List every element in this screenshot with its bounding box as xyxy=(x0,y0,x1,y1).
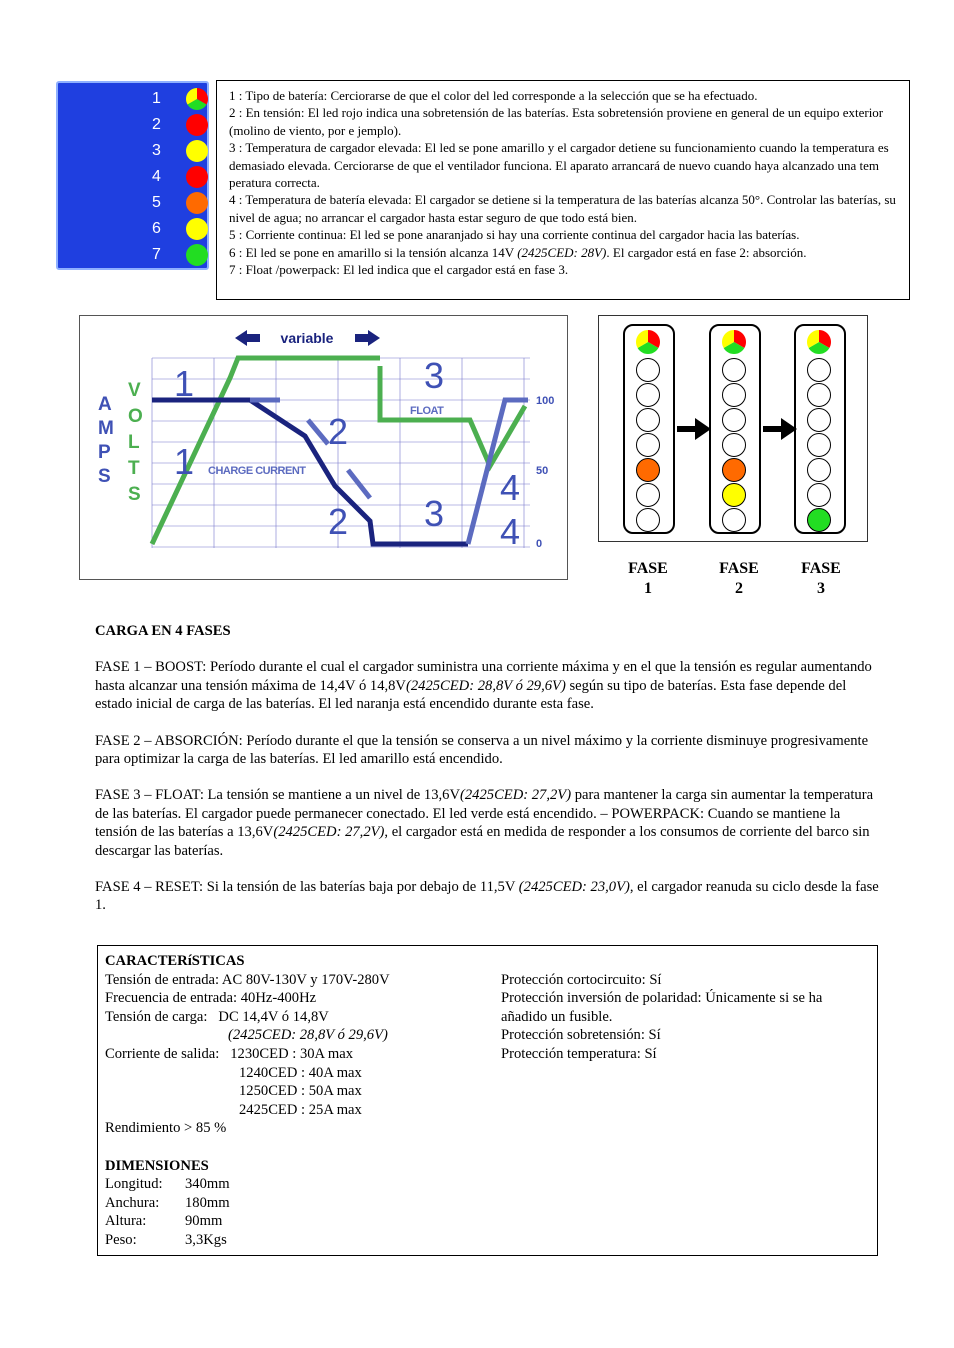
legend-item-6 xyxy=(229,244,897,261)
led-indicator xyxy=(186,218,208,240)
phase-led xyxy=(807,508,831,532)
phase-label-1 xyxy=(618,559,678,599)
phase-led xyxy=(807,433,831,457)
volts-letter-s: S xyxy=(128,484,141,505)
phase-led xyxy=(807,408,831,432)
phase-num-volt-4: 4 xyxy=(500,467,521,508)
led-number: 7 xyxy=(152,246,161,263)
dim-row-length xyxy=(105,1175,390,1194)
phase-led xyxy=(722,483,746,507)
legend-item-4: 4 : Temperatura de batería elevada: El cargador se detiene si la temperatura de las baterías alcanza 50°. Controlar las baterías, su nivel de agua; no arrancar el cargador hasta estar seguro de que todo está bien. xyxy=(229,192,896,225)
phase-led xyxy=(722,458,746,482)
legend-item-1: 1 : Tipo de batería: Cerciorarse de que el color del led corresponde a la selección que se ha efectuado. xyxy=(229,88,758,103)
phase-4-italic: (2425CED: 23,0V) xyxy=(518,879,630,896)
phase-3-italic-1: (2425CED: 27,2V) xyxy=(460,787,572,804)
phase-led xyxy=(636,408,660,432)
amps-letter-s: S xyxy=(98,466,111,487)
dim-height-value: 90mm xyxy=(185,1213,223,1230)
phase-1-paragraph xyxy=(95,658,885,713)
phase-num-volt-2: 2 xyxy=(328,411,349,452)
led-number: 1 xyxy=(152,90,161,107)
scale-label-50: 50 xyxy=(536,465,549,477)
charge-voltage-2425-text: (2425CED: 28,8V ó 29,6V) xyxy=(228,1027,388,1044)
dim-width-label: Anchura: xyxy=(105,1194,160,1211)
volts-letter-t: T xyxy=(128,458,140,479)
variable-arrow xyxy=(235,330,380,346)
phase-num-volt-1: 1 xyxy=(174,363,195,404)
led-number: 4 xyxy=(152,168,161,185)
phase-column-2 xyxy=(709,324,761,534)
led-indicator xyxy=(186,114,208,136)
led-row-3 xyxy=(58,139,207,163)
phase-led xyxy=(807,483,831,507)
input-frequency: Frecuencia de entrada: 40Hz-400Hz xyxy=(105,990,317,1007)
phase2-dash-1 xyxy=(308,420,328,444)
phase-3-italic-2: (2425CED: 27,2V) xyxy=(273,824,385,841)
phase-label-1-word: FASE xyxy=(628,560,668,577)
led-row-5 xyxy=(58,191,207,215)
phase-arrow-icon xyxy=(677,418,711,445)
charge-phases-section xyxy=(95,622,885,915)
led-row-6 xyxy=(58,217,207,241)
specifications-box xyxy=(97,945,878,1256)
charge-voltage-2425 xyxy=(105,1026,390,1045)
phase-label-3-num: 3 xyxy=(817,580,825,597)
phase-label-2-word: FASE xyxy=(719,560,759,577)
amps-letter-m: M xyxy=(98,418,114,439)
output-current-1250: 1250CED : 50A max xyxy=(239,1083,362,1100)
phase-led-type xyxy=(807,330,831,354)
output-current-row xyxy=(105,1045,390,1064)
phase-led-type xyxy=(636,330,660,354)
phase-led xyxy=(636,458,660,482)
amps-letter-p: P xyxy=(98,442,111,463)
output-current-1230: 1230CED : 30A max xyxy=(230,1045,354,1062)
protection-polarity: Protección inversión de polaridad: Únicamente si se ha xyxy=(501,990,823,1007)
dim-weight-value: 3,3Kgs xyxy=(185,1231,227,1248)
output-current-2425: 2425CED : 25A max xyxy=(239,1101,362,1118)
specs-title: CARACTERíSTICAS xyxy=(105,953,245,969)
phase-3-text-b: para mantener la carga sin aumentar la temperatura de las baterías. El cargador puede permanecer conectado. El led verde está encendido. – POWERPACK: Cuando se mantiene la tensión de las baterías a 13,6V xyxy=(95,787,874,841)
led-indicator xyxy=(186,166,208,188)
dim-row-height xyxy=(105,1212,390,1231)
charge-voltage-row xyxy=(105,1008,390,1027)
legend-item-6-rest: . El cargador está en fase 2: absorción. xyxy=(606,244,807,260)
phase-led xyxy=(636,433,660,457)
phase-led xyxy=(636,508,660,532)
phase-led xyxy=(636,383,660,407)
led-indicator xyxy=(186,244,208,266)
scale-label-0: 0 xyxy=(536,538,543,550)
phase-led xyxy=(636,483,660,507)
phase-3-text-a: FASE 3 – FLOAT: La tensión se mantiene a un nivel de 13,6V xyxy=(95,787,461,804)
phase-led-diagram xyxy=(598,315,868,542)
led-number: 6 xyxy=(152,220,161,237)
phase-led xyxy=(722,508,746,532)
legend-item-7: 7 : Float /powerpack: El led indica que el cargador está en fase 3. xyxy=(229,262,569,278)
led-legend-panel xyxy=(56,81,209,270)
phase-label-2-num: 2 xyxy=(735,580,743,597)
dim-length-label: Longitud: xyxy=(105,1176,163,1193)
phase-4-text-b: , el cargador reanuda su ciclo desde la fase 1. xyxy=(95,879,879,914)
led-row-7 xyxy=(58,243,207,267)
legend-item-2: 2 : En tensión: El led rojo indica una sobretensión de las baterías. Esta sobretensión proviene en general de un equipo exterior (molino de viento, por e jemplo). xyxy=(229,105,884,138)
phase-1-italic: (2425CED: 28,8V ó 29,6V) xyxy=(405,677,566,694)
legend-item-3: 3 : Temperatura de cargador elevada: El led se pone amarillo y el cargador detiene su funcionamiento cuando la temperatura es demasiado elevada. Cerciorarse de que el ventilador funciona. El aparato arrancará de nuevo cuando haya alcanzado una tem peratura correcta. xyxy=(229,140,889,191)
led-row-2 xyxy=(58,113,207,137)
float-label: FLOAT xyxy=(410,405,444,417)
phase-2-paragraph: FASE 2 – ABSORCIÓN: Período durante el que la tensión se conserva a un nivel máximo y la corriente disminuye progresivamente para optimizar la carga de las baterías. El led amarillo está encendido. xyxy=(95,732,869,768)
phase-label-2 xyxy=(709,559,769,599)
section-title: CARGA EN 4 FASES xyxy=(95,623,231,639)
scale-label-100: 100 xyxy=(536,395,555,407)
legend-item-6-italic: (2425CED: 28V) xyxy=(517,244,607,260)
phase-label-3-word: FASE xyxy=(801,560,841,577)
protection-temperature: Protección temperatura: Sí xyxy=(501,1045,657,1062)
phase-led xyxy=(722,358,746,382)
phase-led xyxy=(722,383,746,407)
specs-left-column xyxy=(105,952,390,1250)
dim-height-label: Altura: xyxy=(105,1213,147,1230)
charge-voltage-label: Tensión de carga: xyxy=(105,1008,208,1025)
phase-label-3 xyxy=(791,559,851,599)
dimensions-title: DIMENSIONES xyxy=(105,1157,209,1174)
phase-num-amp-3: 3 xyxy=(424,493,445,534)
phase-led xyxy=(722,433,746,457)
phase-led xyxy=(636,358,660,382)
led-indicator xyxy=(186,140,208,162)
phase-1-text-b: según su tipo de baterías. Esta fase depende del estado inicial de carga de las baterías. El led naranja está encendido durante esta fase. xyxy=(95,677,847,713)
output-current-label: Corriente de salida: xyxy=(105,1045,220,1062)
phase-led xyxy=(807,458,831,482)
led-number: 3 xyxy=(152,142,161,159)
charge-current-label: CHARGE CURRENT xyxy=(208,465,306,477)
phase-num-amp-4: 4 xyxy=(500,511,521,552)
specs-right-column xyxy=(501,971,822,1064)
protection-polarity-cont: añadido un fusible. xyxy=(501,1008,613,1025)
phase-led-type xyxy=(722,330,746,354)
led-legend-text xyxy=(216,80,910,300)
phase-led xyxy=(807,358,831,382)
legend-item-5: 5 : Corriente continua: El led se pone anaranjado si hay una corriente continua del cargador hacia las baterías. xyxy=(229,227,800,243)
phase-column-3 xyxy=(794,324,846,534)
volts-letter-o: O xyxy=(128,406,143,427)
phase-4-text-a: FASE 4 – RESET: Si la tensión de las baterías baja por debajo de 11,5V xyxy=(95,879,519,896)
led-number: 5 xyxy=(152,194,161,211)
dim-width-value: 180mm xyxy=(185,1194,230,1211)
volts-letter-l: L xyxy=(128,432,140,453)
protection-overvoltage: Protección sobretensión: Sí xyxy=(501,1027,661,1044)
phase-3-paragraph xyxy=(95,786,885,860)
variable-label: variable xyxy=(280,330,334,346)
led-row-1 xyxy=(58,87,207,111)
dim-length-value: 340mm xyxy=(185,1176,230,1193)
charge-voltage-value: DC 14,4V ó 14,8V xyxy=(218,1008,329,1025)
dim-row-width xyxy=(105,1194,390,1213)
efficiency: Rendimiento > 85 % xyxy=(105,1120,227,1137)
protection-short-circuit: Protección cortocircuito: Sí xyxy=(501,971,662,988)
phase-3-text-c: , el cargador está en medida de responder a los consumos de corriente del barco sin descargar las baterías. xyxy=(95,824,870,859)
legend-item-6-text: 6 : El led se pone en amarillo si la tensión alcanza 14V xyxy=(229,244,518,260)
phase-1-text-a: FASE 1 – BOOST: Período durante el cual el cargador suministra una corriente máxima y en el que la tensión es regular aumentando hasta alcanzar una tensión máxima de 14,4V ó 14,8V xyxy=(95,659,872,694)
phase-column-1 xyxy=(623,324,675,534)
phase-arrow-icon xyxy=(763,418,797,445)
input-voltage: Tensión de entrada: AC 80V-130V y 170V-280V xyxy=(105,971,390,988)
output-current-1240: 1240CED : 40A max xyxy=(239,1064,362,1081)
led-number: 2 xyxy=(152,116,161,133)
phase-num-volt-3: 3 xyxy=(424,355,445,396)
phase-num-amp-2: 2 xyxy=(328,501,349,542)
phase-num-amp-1: 1 xyxy=(174,441,195,482)
led-row-4 xyxy=(58,165,207,189)
amps-letter-a: A xyxy=(98,394,112,415)
led-indicator xyxy=(186,192,208,214)
phase-led xyxy=(722,408,746,432)
dim-weight-label: Peso: xyxy=(105,1231,137,1248)
phase-4-paragraph xyxy=(95,878,885,915)
volts-letter-v: V xyxy=(128,380,141,401)
dim-row-weight xyxy=(105,1231,390,1250)
charging-graph xyxy=(79,315,568,580)
led-indicator xyxy=(186,88,208,110)
charging-graph-svg xyxy=(80,316,567,579)
phase-label-1-num: 1 xyxy=(644,580,652,597)
phase-led xyxy=(807,383,831,407)
